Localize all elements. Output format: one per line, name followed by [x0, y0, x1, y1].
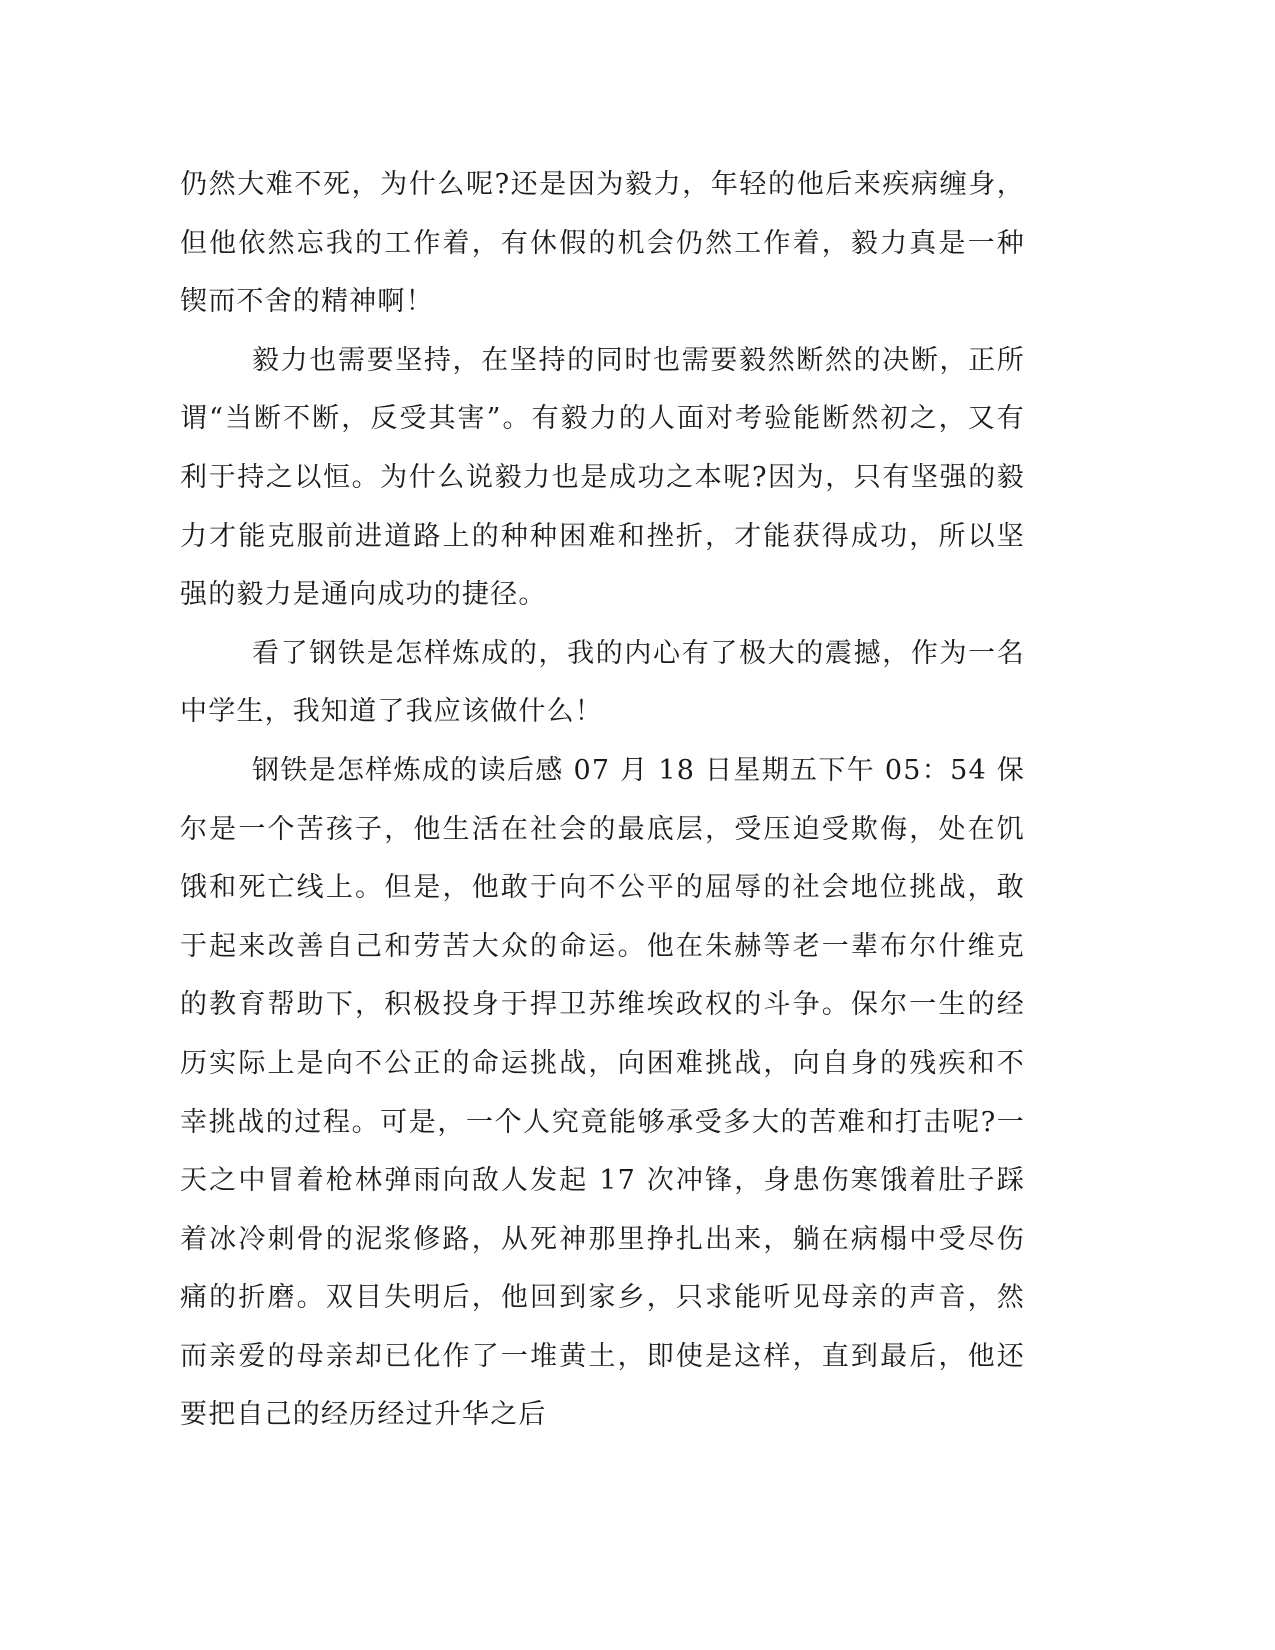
paragraph-2: 毅力也需要坚持，在坚持的同时也需要毅然断然的决断，正所谓“当断不断，反受其害”。有毅力的人面对考验能断然初之，又有利于持之以恒。为什么说毅力也是成功之本呢?因为，只有坚强的毅力才能克服前进道路上的种种困难和挫折，才能获得成功，所以坚强的毅力是通向成功的捷径。	[180, 344, 1025, 611]
paragraph-1: 仍然大难不死，为什么呢?还是因为毅力，年轻的他后来疾病缠身，但他依然忘我的工作着，有休假的机会仍然工作着，毅力真是一种锲而不舍的精神啊！	[180, 169, 1025, 318]
paragraph-3: 看了钢铁是怎样炼成的，我的内心有了极大的震撼，作为一名中学生，我知道了我应该做什么！	[180, 637, 1025, 728]
paragraph-4: 钢铁是怎样炼成的读后感 07 月 18 日星期五下午 05：54 保尔是一个苦孩子，他生活在社会的最底层，受压迫受欺侮，处在饥饿和死亡线上。但是，他敢于向不公平的屈辱的社会地位挑战，敢于起来改善自己和劳苦大众的命运。他在朱赫等老一辈布尔什维克的教育帮助下，积极投身于捍卫苏维埃政权的斗争。保尔一生的经历实际上是向不公正的命运挑战，向困难挑战，向自身的残疾和不幸挑战的过程。可是，一个人究竟能够承受多大的苦难和打击呢?一天之中冒着枪林弹雨向敌人发起 17 次冲锋，身患伤寒饿着肚子踩着冰冷刺骨的泥浆修路，从死神那里挣扎出来，躺在病榻中受尽伤痛的折磨。双目失明后，他回到家乡，只求能听见母亲的声音，然而亲爱的母亲却已化作了一堆黄土，即使是这样，直到最后，他还要把自己的经历经过升华之后	[180, 754, 1025, 1431]
document-body	[180, 156, 1025, 1445]
